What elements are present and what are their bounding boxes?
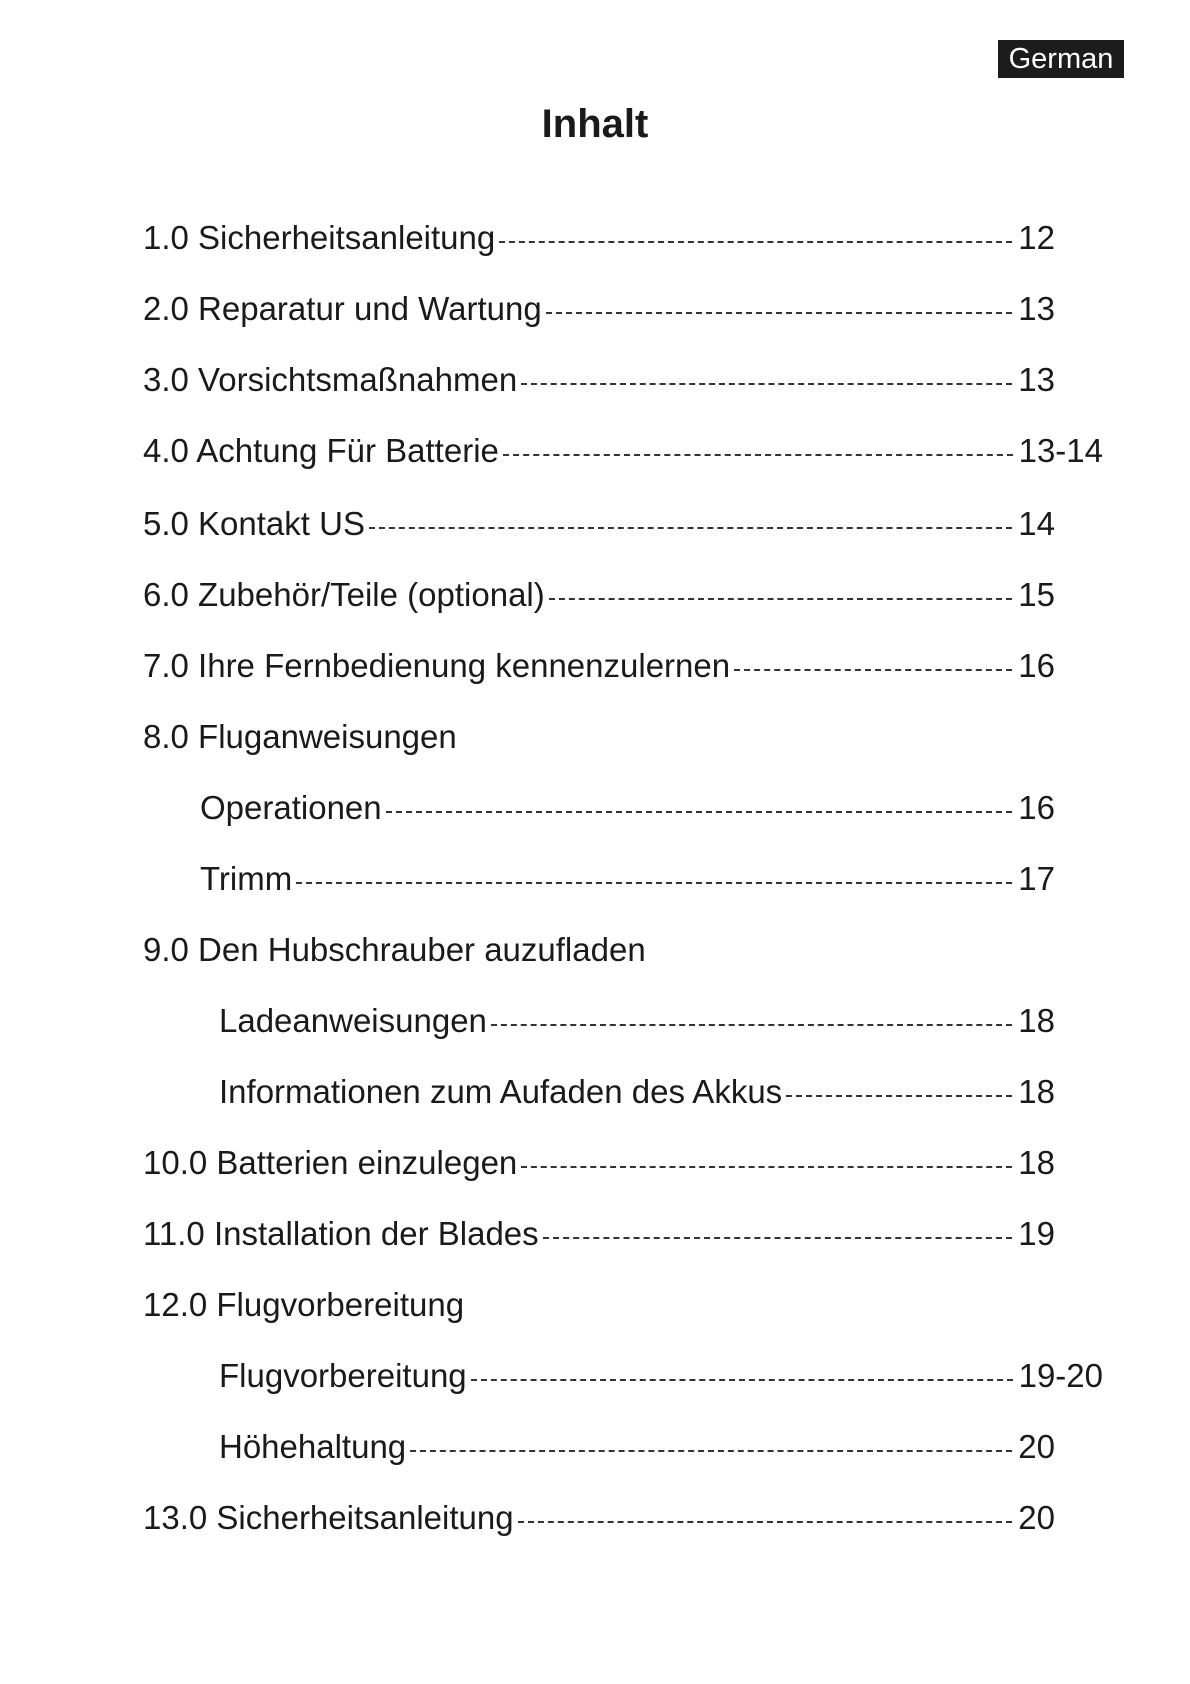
toc-entry-page: 17 bbox=[1018, 860, 1055, 897]
table-of-contents bbox=[143, 0, 1103, 1684]
toc-entry-label: Höhehaltung bbox=[219, 1428, 407, 1465]
toc-entry-label: 3.0 Vorsichtsmaßnahmen bbox=[143, 361, 518, 398]
toc-entry-label: 8.0 Fluganweisungen bbox=[143, 718, 457, 755]
language-badge: German bbox=[998, 40, 1124, 78]
toc-subentry-hoehehaltung[interactable] bbox=[219, 1425, 1055, 1469]
toc-entry-label: 1.0 Sicherheitsanleitung bbox=[143, 219, 496, 256]
toc-entry-label: Flugvorbereitung bbox=[219, 1357, 467, 1394]
toc-entry-page: 16 bbox=[1018, 789, 1055, 826]
toc-entry-page: 19-20 bbox=[1018, 1357, 1103, 1394]
toc-entry-6[interactable] bbox=[143, 573, 1055, 617]
toc-subentry-operationen[interactable] bbox=[200, 786, 1055, 830]
dot-leader bbox=[471, 1379, 1013, 1381]
toc-entry-4[interactable] bbox=[143, 429, 1103, 473]
toc-section-heading-9[interactable] bbox=[143, 928, 646, 972]
toc-entry-1[interactable] bbox=[143, 216, 1055, 260]
toc-entry-page: 20 bbox=[1018, 1499, 1055, 1536]
toc-subentry-akku-info[interactable] bbox=[219, 1070, 1055, 1114]
toc-entry-13[interactable] bbox=[143, 1496, 1055, 1540]
toc-section-heading-12[interactable] bbox=[143, 1283, 464, 1327]
toc-entry-page: 19 bbox=[1018, 1215, 1055, 1252]
toc-entry-page: 12 bbox=[1018, 219, 1055, 256]
dot-leader bbox=[518, 1521, 1013, 1523]
toc-entry-label: 11.0 Installation der Blades bbox=[143, 1215, 539, 1252]
toc-entry-label: Ladeanweisungen bbox=[219, 1002, 487, 1039]
dot-leader bbox=[503, 454, 1013, 456]
dot-leader bbox=[543, 1237, 1013, 1239]
dot-leader bbox=[491, 1024, 1012, 1026]
toc-entry-label: 5.0 Kontakt US bbox=[143, 505, 365, 542]
dot-leader bbox=[734, 669, 1012, 671]
toc-entry-page: 18 bbox=[1018, 1002, 1055, 1039]
toc-entry-5[interactable] bbox=[143, 502, 1055, 546]
toc-entry-2[interactable] bbox=[143, 287, 1055, 331]
toc-entry-label: 12.0 Flugvorbereitung bbox=[143, 1286, 465, 1323]
toc-entry-10[interactable] bbox=[143, 1141, 1055, 1185]
toc-entry-label: 7.0 Ihre Fernbedienung kennenzulernen bbox=[143, 647, 731, 684]
toc-entry-label: 2.0 Reparatur und Wartung bbox=[143, 290, 542, 327]
toc-entry-label: Informationen zum Aufaden des Akkus bbox=[219, 1073, 783, 1110]
page-title: Inhalt bbox=[541, 102, 649, 146]
toc-entry-label: 10.0 Batterien einzulegen bbox=[143, 1144, 518, 1181]
toc-subentry-ladeanweisungen[interactable] bbox=[219, 999, 1055, 1043]
toc-entry-label: 4.0 Achtung Für Batterie bbox=[143, 432, 499, 469]
toc-entry-page: 20 bbox=[1018, 1428, 1055, 1465]
toc-section-heading-8[interactable] bbox=[143, 715, 457, 759]
dot-leader bbox=[786, 1095, 1012, 1097]
dot-leader bbox=[410, 1450, 1012, 1452]
dot-leader bbox=[369, 527, 1012, 529]
toc-entry-label: Trimm bbox=[200, 860, 293, 897]
toc-entry-page: 13-14 bbox=[1018, 432, 1103, 469]
toc-entry-page: 18 bbox=[1018, 1073, 1055, 1110]
toc-entry-page: 14 bbox=[1018, 505, 1055, 542]
toc-entry-label: Operationen bbox=[200, 789, 382, 826]
toc-entry-7[interactable] bbox=[143, 644, 1055, 688]
dot-leader bbox=[546, 312, 1013, 314]
toc-entry-page: 13 bbox=[1018, 361, 1055, 398]
dot-leader bbox=[499, 241, 1012, 243]
toc-subentry-flugvorbereitung[interactable] bbox=[219, 1354, 1103, 1398]
dot-leader bbox=[296, 882, 1012, 884]
toc-entry-label: 9.0 Den Hubschrauber auzufladen bbox=[143, 931, 646, 968]
toc-entry-page: 13 bbox=[1018, 290, 1055, 327]
toc-entry-page: 15 bbox=[1018, 576, 1055, 613]
toc-entry-3[interactable] bbox=[143, 358, 1055, 402]
dot-leader bbox=[521, 383, 1012, 385]
dot-leader bbox=[386, 811, 1013, 813]
toc-entry-page: 16 bbox=[1018, 647, 1055, 684]
toc-subentry-trimm[interactable] bbox=[200, 857, 1055, 901]
toc-entry-label: 6.0 Zubehör/Teile (optional) bbox=[143, 576, 545, 613]
dot-leader bbox=[549, 598, 1013, 600]
toc-entry-11[interactable] bbox=[143, 1212, 1055, 1256]
toc-entry-label: 13.0 Sicherheitsanleitung bbox=[143, 1499, 514, 1536]
dot-leader bbox=[521, 1166, 1012, 1168]
toc-entry-page: 18 bbox=[1018, 1144, 1055, 1181]
